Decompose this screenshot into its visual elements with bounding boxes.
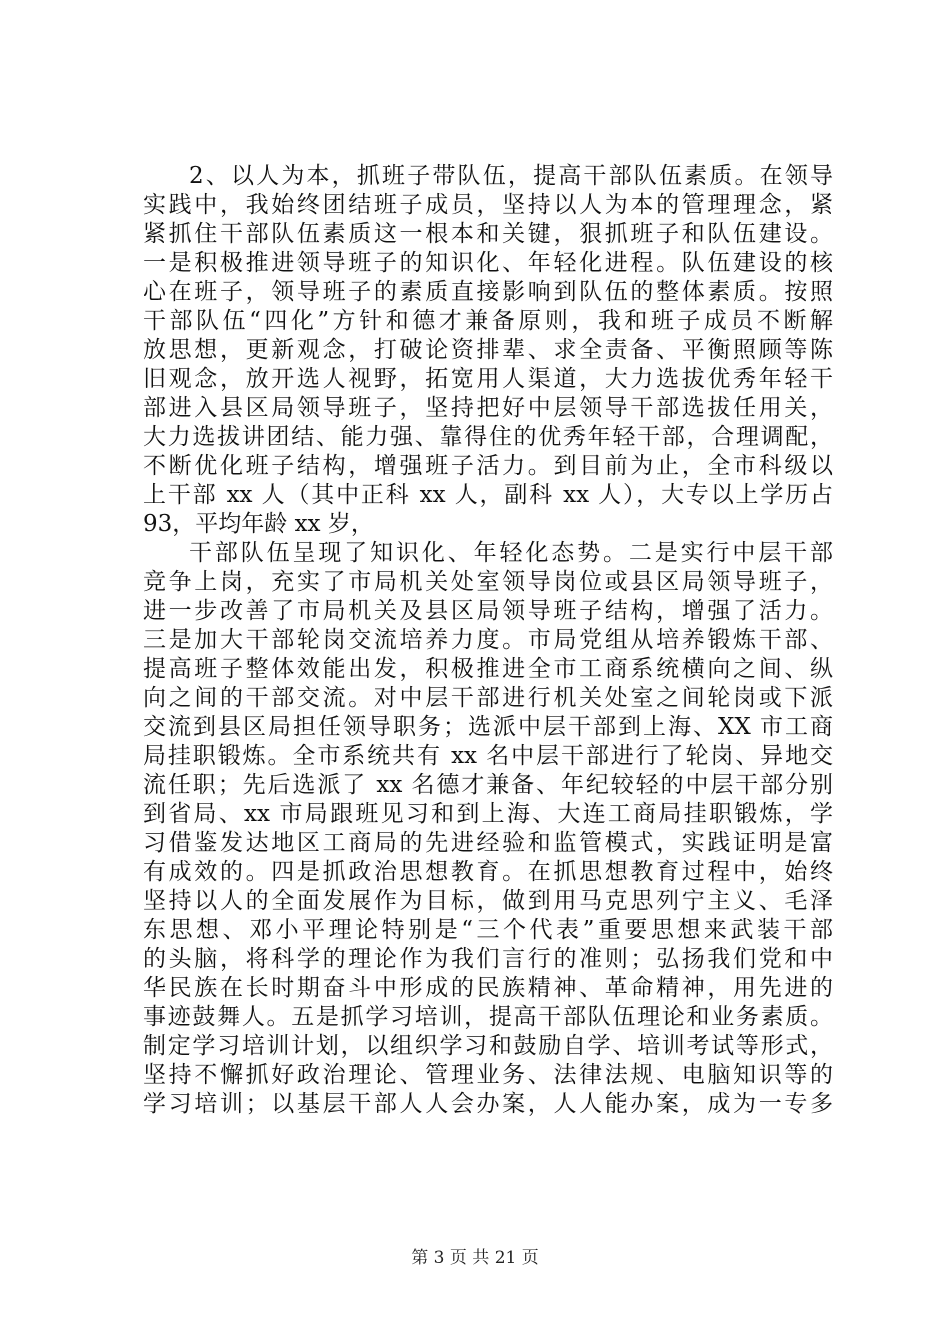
text-line: 事迹鼓舞人。五是抓学习培训，提高干部队伍理论和业务素质。 — [143, 1004, 833, 1030]
text-line: 2、以人为本，抓班子带队伍，提高干部队伍素质。在领导 — [189, 163, 833, 189]
text-line: 部进入县区局领导班子，坚持把好中层领导干部选拔任用关， — [143, 395, 833, 421]
text-line: 有成效的。四是抓政治思想教育。在抓思想教育过程中，始终 — [143, 859, 833, 885]
page-footer: 第 3 页 共 21 页 — [411, 1248, 539, 1268]
text-line: 实践中，我始终团结班子成员，坚持以人为本的管理理念，紧 — [143, 192, 833, 218]
text-line: 制定学习培训计划，以组织学习和鼓励自学、培训考试等形式， — [143, 1033, 833, 1059]
text-line: 向之间的干部交流。对中层干部进行机关处室之间轮岗或下派 — [143, 685, 833, 711]
text-line: 习借鉴发达地区工商局的先进经验和监管模式，实践证明是富 — [143, 830, 833, 856]
document-body — [143, 162, 833, 1119]
text-line: 流任职；先后选派了 xx 名德才兼备、年纪较轻的中层干部分别 — [143, 772, 833, 798]
text-line: 心在班子，领导班子的素质直接影响到队伍的整体素质。按照 — [143, 279, 833, 305]
text-line: 进一步改善了市局机关及县区局领导班子结构，增强了活力。 — [143, 598, 833, 624]
text-line: 学习培训；以基层干部人人会办案，人人能办案，成为一专多 — [143, 1091, 833, 1117]
text-line: 一是积极推进领导班子的知识化、年轻化进程。队伍建设的核 — [143, 250, 833, 276]
text-line: 放思想，更新观念，打破论资排辈、求全责备、平衡照顾等陈 — [143, 337, 833, 363]
text-line: 局挂职锻炼。全市系统共有 xx 名中层干部进行了轮岗、异地交 — [143, 743, 833, 769]
text-line: 不断优化班子结构，增强班子活力。到目前为止，全市科级以 — [143, 453, 833, 479]
text-line: 到省局、xx 市局跟班见习和到上海、大连工商局挂职锻炼，学 — [143, 801, 833, 827]
text-line: 干部队伍“四化”方针和德才兼备原则，我和班子成员不断解 — [143, 308, 833, 334]
text-line: 坚持不懈抓好政治理论、管理业务、法律法规、电脑知识等的 — [143, 1062, 833, 1088]
text-line: 上干部 xx 人（其中正科 xx 人，副科 xx 人），大专以上学历占 — [143, 482, 833, 508]
text-line: 提高班子整体效能出发，积极推进全市工商系统横向之间、纵 — [143, 656, 833, 682]
text-line: 93，平均年龄 xx 岁， — [143, 511, 374, 537]
text-line: 华民族在长时期奋斗中形成的民族精神、革命精神，用先进的 — [143, 975, 833, 1001]
text-line: 的头脑，将科学的理论作为我们言行的准则；弘扬我们党和中 — [143, 946, 833, 972]
text-line: 大力选拔讲团结、能力强、靠得住的优秀年轻干部，合理调配， — [143, 424, 833, 450]
text-line: 竞争上岗，充实了市局机关处室领导岗位或县区局领导班子， — [143, 569, 833, 595]
text-line: 三是加大干部轮岗交流培养力度。市局党组从培养锻炼干部、 — [143, 627, 833, 653]
text-line: 东思想、邓小平理论特别是“三个代表”重要思想来武装干部 — [143, 917, 833, 943]
text-line: 旧观念，放开选人视野，拓宽用人渠道，大力选拔优秀年轻干 — [143, 366, 833, 392]
text-line: 坚持以人的全面发展作为目标，做到用马克思列宁主义、毛泽 — [143, 888, 833, 914]
text-line: 干部队伍呈现了知识化、年轻化态势。二是实行中层干部 — [189, 540, 833, 566]
text-line: 紧抓住干部队伍素质这一根本和关键，狠抓班子和队伍建设。 — [143, 221, 833, 247]
text-line: 交流到县区局担任领导职务；选派中层干部到上海、XX 市工商 — [143, 714, 833, 740]
